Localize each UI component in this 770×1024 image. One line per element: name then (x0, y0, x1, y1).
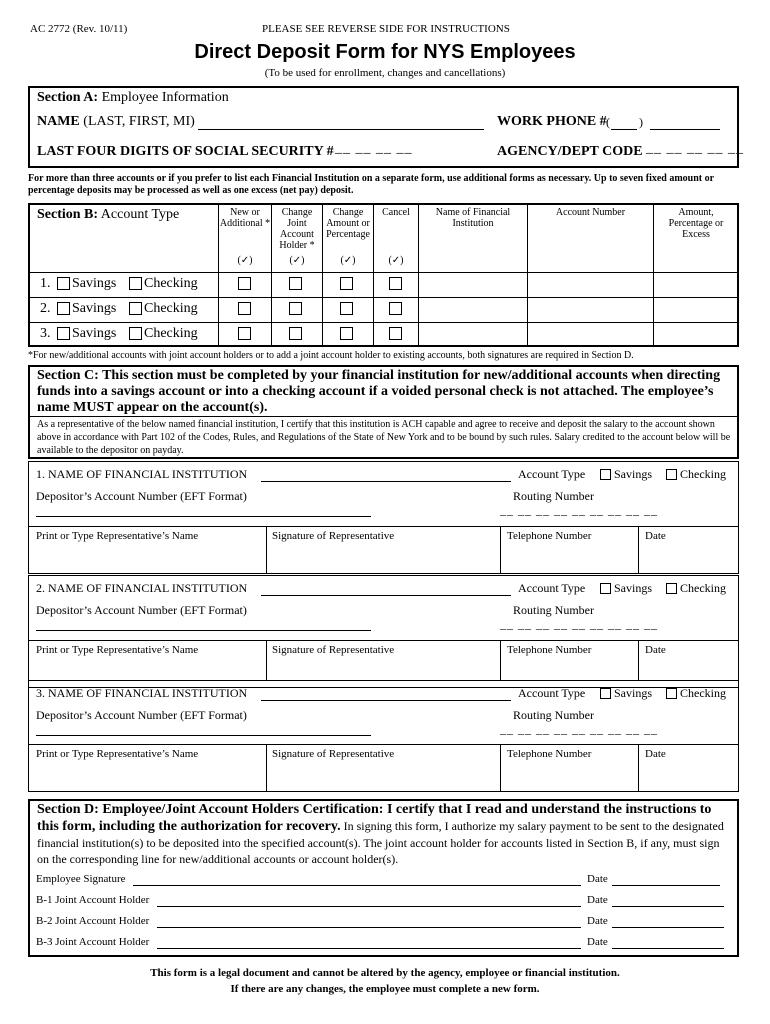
routing-blanks[interactable]: __ __ __ __ __ __ __ __ __ (500, 722, 658, 736)
date-line[interactable] (612, 927, 724, 928)
account-type-label: Account Type (518, 581, 586, 595)
row-num: 2. (40, 301, 51, 316)
joint-holder-signature-line[interactable] (157, 906, 581, 907)
col-change-amount: Change Amount or Percentage (326, 207, 370, 240)
institution-name-label: 3. NAME OF FINANCIAL INSTITUTION (36, 686, 248, 700)
check-mark-cancel: (✓) (388, 255, 404, 266)
multi-account-notice: For more than three accounts or if you prefer to list each Financial Institution on a separate form, use additional forms as necessary. Up to seven fixed amount or percentage deposits may be processed as well as one excess (net pay) deposit. (28, 173, 714, 196)
section-c-intro: As a representative of the below named financial institution, I certify that this institution is ACH capable and agree to receive and deposit the salary to the account shown above in accordance with Part 102 of the Codes, Rules, and Regulations of the State of New York and to be bound by such rules. Salary credited to the account below will be available to the depositor on payday. (37, 419, 731, 456)
institution-name-label: 2. NAME OF FINANCIAL INSTITUTION (36, 581, 248, 595)
institution-name-line[interactable] (261, 700, 511, 701)
savings-label: Savings (72, 301, 117, 316)
col-amount: Amount, Percentage or Excess (668, 207, 724, 240)
depositor-account-label: Depositor’s Account Number (EFT Format) (36, 708, 247, 722)
employee-signature-line[interactable] (133, 885, 581, 886)
row-num: 1. (40, 276, 51, 291)
checking-checkbox[interactable] (129, 277, 142, 290)
form-id: AC 2772 (Rev. 10/11) (30, 23, 128, 35)
telephone-field[interactable]: Telephone Number (507, 748, 592, 760)
joint-checkbox[interactable] (289, 302, 302, 315)
ssn-label: LAST FOUR DIGITS OF SOCIAL SECURITY # (37, 144, 334, 159)
change-amount-checkbox[interactable] (340, 327, 353, 340)
routing-blanks[interactable]: __ __ __ __ __ __ __ __ __ (500, 503, 658, 517)
section-d-text: Section D: Employee/Joint Account Holders Certification: I certify that I read and understand the instructions to this form, including the authorization for recovery. In signing this form, I authorize my salary payment to be sent to the designated financial institution(s) to be deposited into the specified account(s). The joint account holder for accounts listed in Section B, if any, must sign on the corresponding line for new/additional accounts or account holder(s). (37, 802, 724, 866)
joint-checkbox[interactable] (289, 327, 302, 340)
depositor-account-label: Depositor’s Account Number (EFT Format) (36, 489, 247, 503)
savings-checkbox[interactable] (600, 469, 611, 480)
depositor-account-line[interactable] (36, 735, 371, 736)
footer-changes-line: If there are any changes, the employee must complete a new form. (230, 983, 540, 995)
account-type-label: Account Type (518, 686, 586, 700)
routing-label: Routing Number (513, 603, 594, 617)
checking-label: Checking (680, 686, 726, 700)
savings-checkbox[interactable] (57, 277, 70, 290)
date-label: Date (587, 915, 608, 927)
depositor-account-label: Depositor’s Account Number (EFT Format) (36, 603, 247, 617)
joint-holder-signature-line[interactable] (157, 948, 581, 949)
cancel-checkbox[interactable] (389, 327, 402, 340)
agency-label: AGENCY/DEPT CODE (497, 144, 643, 159)
date-label: Date (587, 936, 608, 948)
routing-label: Routing Number (513, 708, 594, 722)
savings-label: Savings (614, 686, 653, 700)
change-amount-checkbox[interactable] (340, 302, 353, 315)
name-label: NAME (LAST, FIRST, MI) (37, 114, 195, 129)
date-label: Date (587, 894, 608, 906)
col-new-additional: New or Additional * (219, 207, 271, 229)
savings-checkbox[interactable] (57, 302, 70, 315)
date-line[interactable] (612, 906, 724, 907)
cancel-checkbox[interactable] (389, 302, 402, 315)
rep-name-field[interactable]: Print or Type Representative’s Name (36, 748, 199, 760)
new-checkbox[interactable] (238, 302, 251, 315)
name-line[interactable] (198, 129, 484, 130)
phone-area-paren-close: ) (639, 115, 643, 129)
new-checkbox[interactable] (238, 327, 251, 340)
checking-label: Checking (680, 581, 726, 595)
telephone-field[interactable]: Telephone Number (507, 644, 592, 656)
date-label: Date (587, 873, 608, 885)
check-mark-new: (✓) (237, 255, 253, 266)
checking-checkbox[interactable] (666, 688, 677, 699)
date-field[interactable]: Date (645, 644, 666, 656)
col-institution: Name of Financial Institution (435, 207, 511, 229)
rep-name-field[interactable]: Print or Type Representative’s Name (36, 644, 199, 656)
checking-label: Checking (144, 276, 198, 291)
date-line[interactable] (612, 948, 724, 949)
date-field[interactable]: Date (645, 530, 666, 542)
telephone-field[interactable]: Telephone Number (507, 530, 592, 542)
agency-blanks[interactable]: __ __ __ __ __ (646, 141, 744, 156)
joint-holder-label: B-2 Joint Account Holder (36, 915, 150, 927)
savings-label: Savings (72, 326, 117, 341)
savings-label: Savings (614, 581, 653, 595)
section-c-heading: Section C: This section must be completed by your financial institution for new/additional accounts when directing funds into a savings account or into a checking account if a voided personal check is not attached. The employee’s name MUST appear on the account(s). (37, 368, 721, 415)
page-subtitle: (To be used for enrollment, changes and cancellations) (264, 67, 506, 79)
checking-checkbox[interactable] (129, 327, 142, 340)
employee-signature-label: Employee Signature (36, 873, 126, 885)
checking-checkbox[interactable] (666, 583, 677, 594)
savings-label: Savings (72, 276, 117, 291)
institution-name-label: 1. NAME OF FINANCIAL INSTITUTION (36, 467, 248, 481)
section-b-heading: Section B: Account Type (37, 207, 180, 222)
checking-checkbox[interactable] (666, 469, 677, 480)
section-b-footnote: *For new/additional accounts with joint account holders or to add a joint account holder to existing accounts, both signatures are required in Section D. (28, 350, 634, 361)
savings-label: Savings (614, 467, 653, 481)
savings-checkbox[interactable] (57, 327, 70, 340)
rep-signature-field[interactable]: Signature of Representative (272, 748, 395, 760)
savings-checkbox[interactable] (600, 688, 611, 699)
joint-holder-label: B-3 Joint Account Holder (36, 936, 150, 948)
check-mark-change: (✓) (340, 255, 356, 266)
check-mark-joint: (✓) (289, 255, 305, 266)
joint-checkbox[interactable] (289, 277, 302, 290)
row-num: 3. (40, 326, 51, 341)
depositor-account-line[interactable] (36, 516, 371, 517)
phone-number-line[interactable] (650, 129, 720, 130)
footer-legal-line: This form is a legal document and cannot be altered by the agency, employee or financial institution. (150, 967, 620, 979)
routing-blanks[interactable]: __ __ __ __ __ __ __ __ __ (500, 617, 658, 631)
col-cancel: Cancel (382, 207, 410, 218)
ssn-blanks[interactable]: __ __ __ __ (335, 141, 413, 156)
joint-holder-label: B-1 Joint Account Holder (36, 894, 150, 906)
phone-area-line[interactable] (611, 129, 637, 130)
section-b-table (28, 203, 739, 347)
account-type-label: Account Type (518, 467, 586, 481)
savings-checkbox[interactable] (600, 583, 611, 594)
routing-label: Routing Number (513, 489, 594, 503)
col-account-number: Account Number (555, 207, 626, 218)
col-change-joint: Change Joint Account Holder * (279, 207, 315, 251)
rep-signature-field[interactable]: Signature of Representative (272, 530, 395, 542)
checking-label: Checking (144, 301, 198, 316)
institution-name-line[interactable] (261, 595, 511, 596)
joint-holder-signature-line[interactable] (157, 927, 581, 928)
institution-name-line[interactable] (261, 481, 511, 482)
depositor-account-line[interactable] (36, 630, 371, 631)
checking-label: Checking (680, 467, 726, 481)
date-line[interactable] (612, 885, 720, 886)
new-checkbox[interactable] (238, 277, 251, 290)
instructions-note: PLEASE SEE REVERSE SIDE FOR INSTRUCTIONS (262, 23, 510, 35)
change-amount-checkbox[interactable] (340, 277, 353, 290)
checking-label: Checking (144, 326, 198, 341)
page-title: Direct Deposit Form for NYS Employees (194, 41, 576, 63)
rep-name-field[interactable]: Print or Type Representative’s Name (36, 530, 199, 542)
checking-checkbox[interactable] (129, 302, 142, 315)
section-a-heading: Section A: Employee Information (37, 90, 229, 105)
cancel-checkbox[interactable] (389, 277, 402, 290)
rep-signature-field[interactable]: Signature of Representative (272, 644, 395, 656)
date-field[interactable]: Date (645, 748, 666, 760)
phone-area-paren: ( (606, 115, 610, 129)
work-phone-label: WORK PHONE # (497, 114, 607, 129)
